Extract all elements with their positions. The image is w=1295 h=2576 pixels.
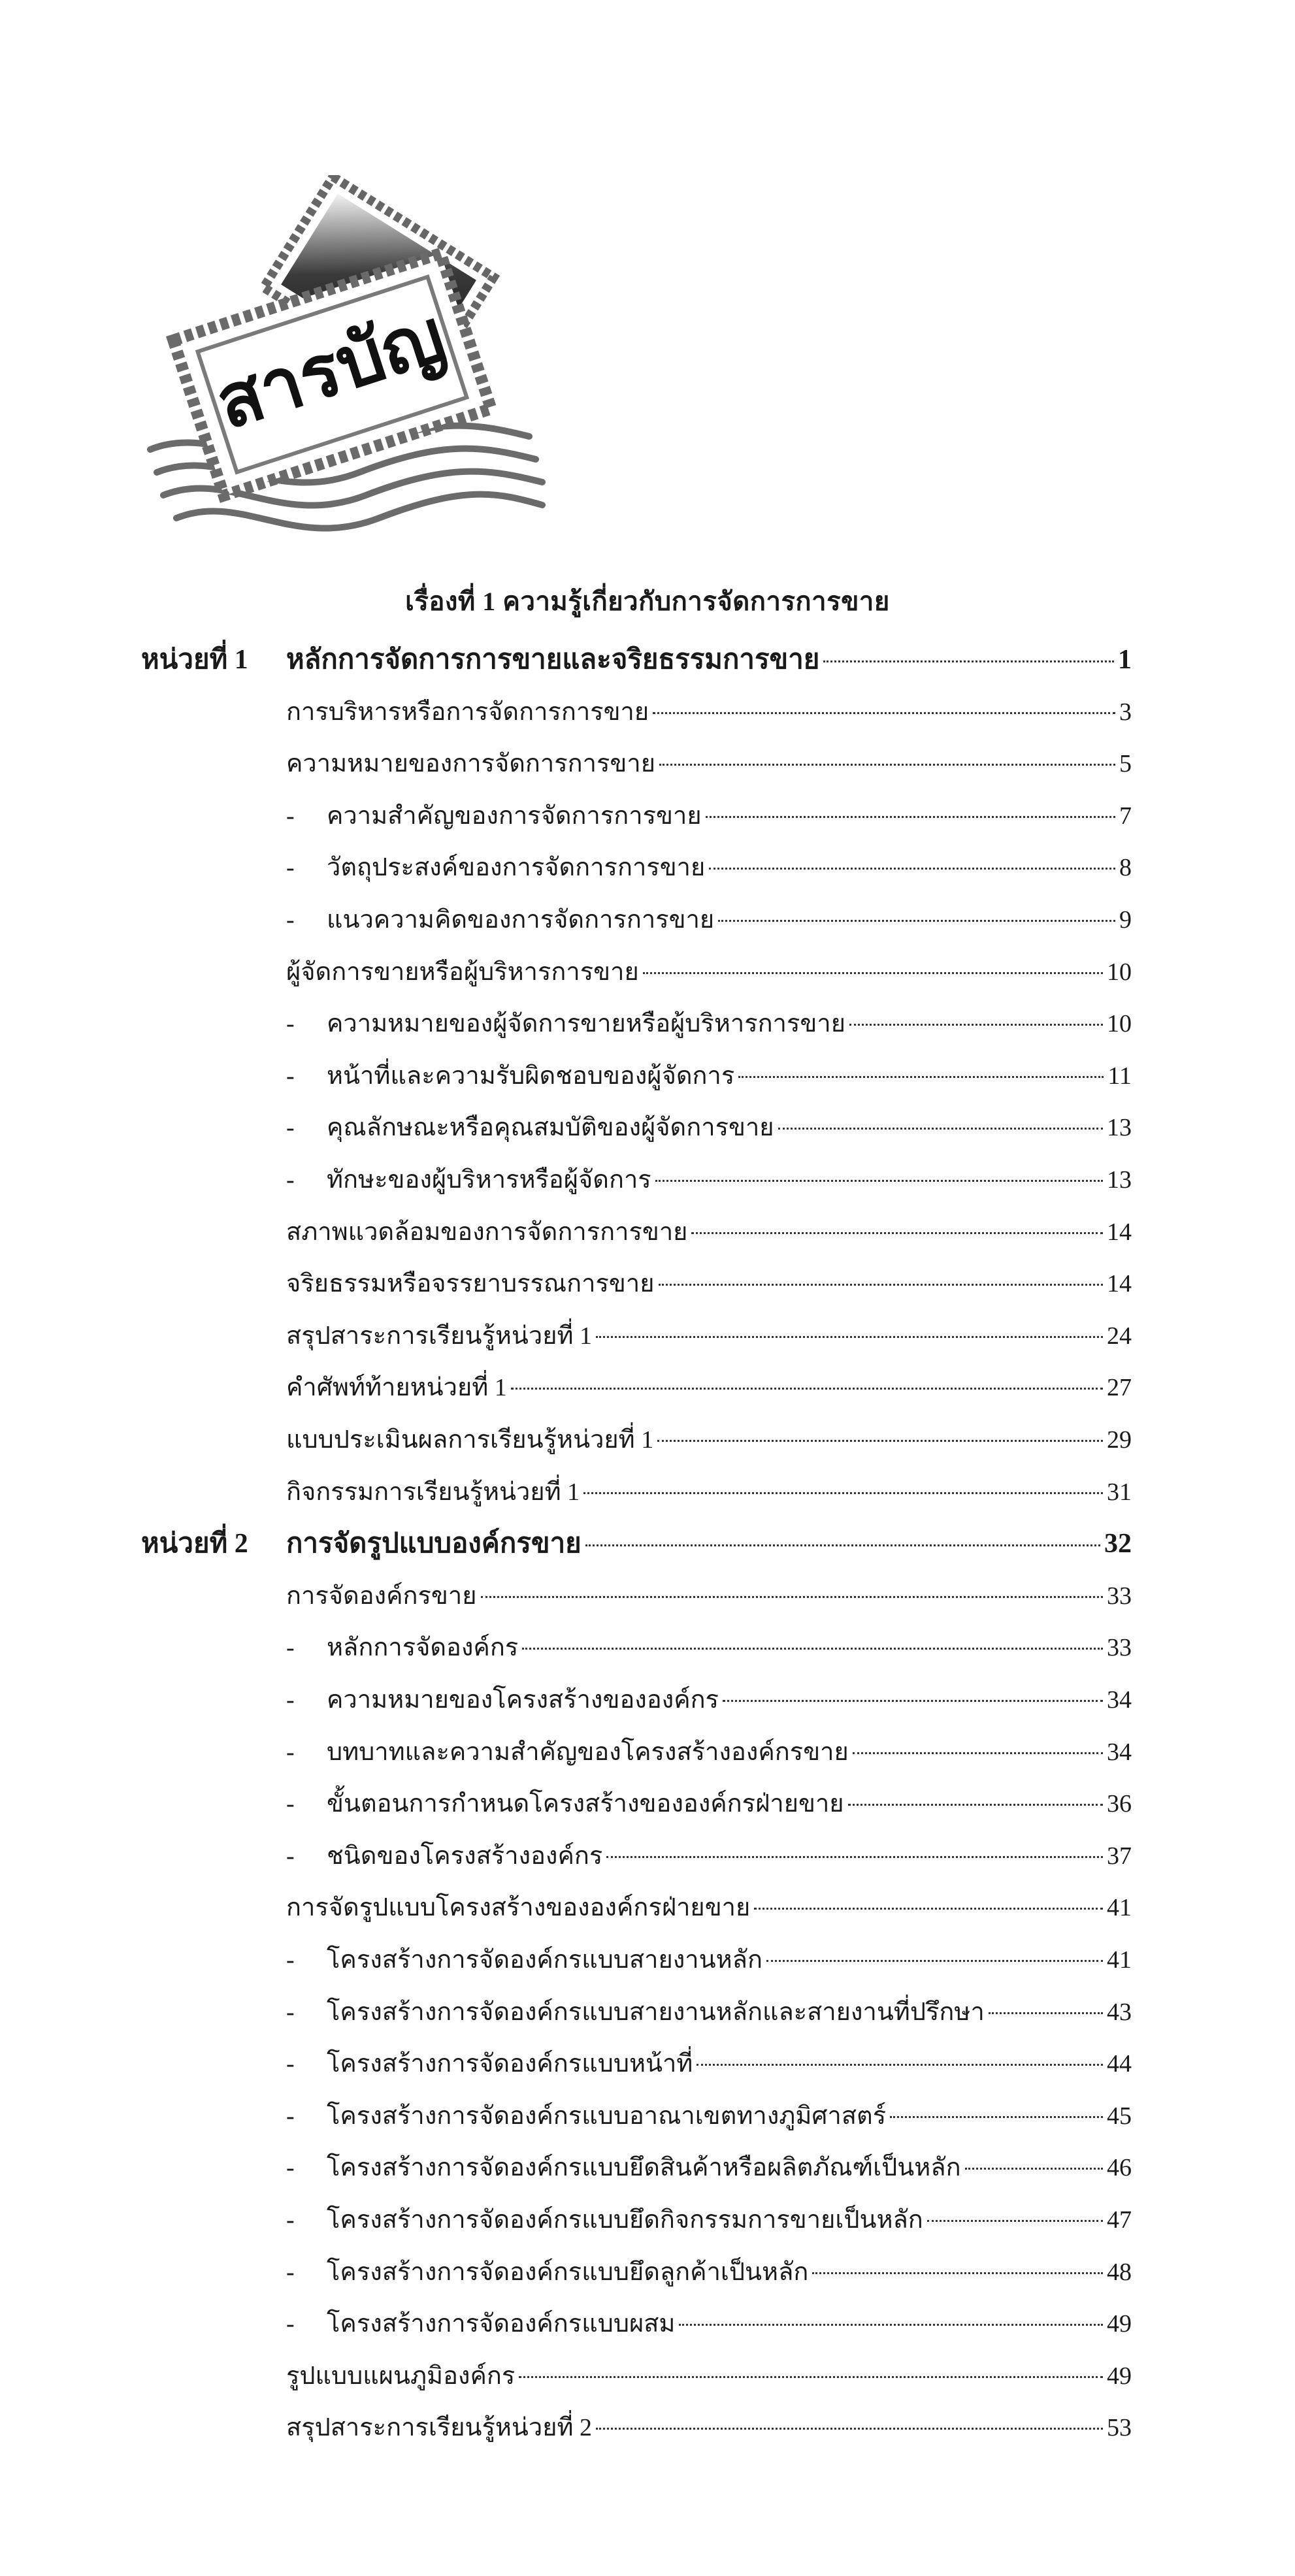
entry-title: โครงสร้างการจัดองค์กรแบบยึดลูกค้าเป็นหลัก [327, 2258, 809, 2286]
entry-title: ขั้นตอนการกำหนดโครงสร้างขององค์กรฝ่ายขาย [327, 1790, 844, 1818]
page-number: 33 [1107, 1634, 1132, 1661]
entry-title: การจัดองค์กรขาย [286, 1582, 477, 1610]
page-number: 37 [1107, 1842, 1132, 1870]
dot-leader [679, 2324, 1103, 2326]
page-number: 11 [1107, 1062, 1132, 1090]
page-number: 13 [1107, 1114, 1132, 1141]
dot-leader [738, 1076, 1104, 1078]
page-number: 34 [1107, 1686, 1132, 1714]
dot-leader [596, 1336, 1103, 1338]
entry-title: กิจกรรมการเรียนรู้หน่วยที่ 1 [286, 1478, 580, 1506]
entry-title: จริยธรรมหรือจรรยาบรรณการขาย [286, 1270, 655, 1297]
bullet-dash: - [286, 1998, 295, 2026]
unit-title: หลักการจัดการการขายและจริยธรรมการขาย [286, 645, 820, 675]
page-number: 32 [1104, 1529, 1132, 1559]
bullet-dash: - [286, 2050, 295, 2078]
entry-title: แบบประเมินผลการเรียนรู้หน่วยที่ 1 [286, 1426, 654, 1454]
bullet-dash: - [286, 2154, 295, 2181]
toc-header-title: สารบัญ [206, 292, 455, 446]
dot-leader [723, 1700, 1103, 1702]
dot-leader [659, 1284, 1103, 1286]
toc-subentry[interactable] [286, 2145, 1132, 2191]
page-number: 33 [1107, 1582, 1132, 1610]
toc-subentry[interactable] [286, 897, 1132, 943]
dot-leader [657, 1440, 1103, 1442]
page-number: 3 [1119, 698, 1132, 726]
page-number: 1 [1118, 645, 1132, 675]
dot-leader [596, 2428, 1103, 2430]
page-number: 27 [1107, 1374, 1132, 1401]
bullet-dash: - [286, 1738, 295, 1766]
dot-leader [709, 868, 1115, 870]
bullet-dash: - [286, 1946, 295, 1974]
entry-title: โครงสร้างการจัดองค์กรแบบอาณาเขตทางภูมิศาสตร์ [327, 2102, 887, 2130]
dot-leader [691, 1232, 1103, 1234]
page-number: 41 [1107, 1946, 1132, 1974]
page-number: 10 [1107, 1010, 1132, 1037]
dot-leader [853, 1752, 1103, 1754]
toc-subentry[interactable] [286, 1781, 1132, 1827]
toc-subentry[interactable] [286, 1105, 1132, 1150]
page-number: 43 [1107, 1998, 1132, 2026]
bullet-dash: - [286, 906, 295, 934]
entry-title: โครงสร้างการจัดองค์กรแบบยึดสินค้าหรือผลิตภัณฑ์เป็นหลัก [327, 2154, 961, 2181]
bullet-dash: - [286, 1114, 295, 1141]
toc-entry[interactable] [286, 1209, 1132, 1255]
dot-leader [583, 1492, 1103, 1494]
page-number: 53 [1107, 2414, 1132, 2441]
dot-leader [754, 1908, 1103, 1910]
dot-leader [653, 712, 1115, 714]
dot-leader [849, 1024, 1103, 1026]
toc-entry[interactable] [286, 1885, 1132, 1931]
entry-title: หลักการจัดองค์กร [327, 1634, 519, 1661]
bullet-dash: - [286, 1790, 295, 1818]
page-number: 44 [1107, 2050, 1132, 2078]
entry-title: บทบาทและความสำคัญของโครงสร้างองค์กรขาย [327, 1738, 849, 1766]
dot-leader [522, 1648, 1103, 1650]
dot-leader [659, 764, 1115, 766]
toc-entry[interactable] [286, 949, 1132, 995]
entry-title: สภาพแวดล้อมของการจัดการการขาย [286, 1218, 688, 1246]
page-number: 24 [1107, 1322, 1132, 1350]
toc-entry[interactable] [286, 1469, 1132, 1515]
entry-title: สรุปสาระการเรียนรู้หน่วยที่ 1 [286, 1322, 593, 1350]
dot-leader [927, 2220, 1103, 2222]
toc-entry[interactable] [286, 1417, 1132, 1463]
toc-subentry[interactable] [286, 1729, 1132, 1775]
dot-leader [890, 2116, 1103, 2118]
unit-label: หน่วยที่ 2 [141, 1529, 248, 1559]
toc-subentry[interactable] [286, 1677, 1132, 1723]
entry-title: โครงสร้างการจัดองค์กรแบบสายงานหลักและสายงานที่ปรึกษา [327, 1998, 985, 2026]
toc-entry[interactable] [286, 1261, 1132, 1307]
dot-leader [511, 1388, 1103, 1390]
bullet-dash: - [286, 1842, 295, 1870]
bullet-dash: - [286, 2206, 295, 2234]
dot-leader [766, 1960, 1103, 1962]
toc-entry[interactable] [286, 1573, 1132, 1619]
toc-subentry[interactable] [286, 2301, 1132, 2347]
bullet-dash: - [286, 2258, 295, 2286]
unit-title-row[interactable] [286, 1521, 1132, 1567]
entry-title: ชนิดของโครงสร้างองค์กร [327, 1842, 603, 1870]
entry-title: ผู้จัดการขายหรือผู้บริหารการขาย [286, 958, 639, 986]
page-number: 31 [1107, 1478, 1132, 1506]
toc-subentry[interactable] [286, 2197, 1132, 2243]
dot-leader [823, 660, 1114, 662]
dot-leader [706, 816, 1115, 818]
entry-title: โครงสร้างการจัดองค์กรแบบหน้าที่ [327, 2050, 693, 2078]
toc-subentry[interactable] [286, 1989, 1132, 2035]
stamp-front-icon [173, 253, 491, 496]
dot-leader [697, 2064, 1103, 2066]
dot-leader [778, 1128, 1103, 1130]
page-number: 13 [1107, 1166, 1132, 1194]
dot-leader [585, 1544, 1100, 1546]
bullet-dash: - [286, 1634, 295, 1661]
entry-title: คุณลักษณะหรือคุณสมบัติของผู้จัดการขาย [327, 1114, 774, 1141]
entry-title: โครงสร้างการจัดองค์กรแบบผสม [327, 2310, 676, 2338]
toc-subentry[interactable] [286, 1937, 1132, 1983]
page-number: 34 [1107, 1738, 1132, 1766]
dot-leader [848, 1804, 1103, 1806]
dot-leader [965, 2168, 1103, 2170]
page-number: 29 [1107, 1426, 1132, 1454]
entry-title: สรุปสาระการเรียนรู้หน่วยที่ 2 [286, 2414, 593, 2441]
dot-leader [519, 2376, 1103, 2378]
entry-title: ทักษะของผู้บริหารหรือผู้จัดการ [327, 1166, 651, 1194]
dot-leader [643, 972, 1103, 974]
toc-subentry[interactable] [286, 1001, 1132, 1047]
bullet-dash: - [286, 854, 295, 881]
entry-title: ความหมายของโครงสร้างขององค์กร [327, 1686, 719, 1714]
toc-subentry[interactable] [286, 1157, 1132, 1203]
entry-title: วัตถุประสงค์ของการจัดการการขาย [327, 854, 706, 881]
toc-subentry[interactable] [286, 1625, 1132, 1671]
entry-title: คำศัพท์ท้ายหน่วยที่ 1 [286, 1374, 507, 1401]
page-number: 9 [1119, 906, 1132, 934]
toc-subentry[interactable] [286, 2249, 1132, 2295]
page-number: 14 [1107, 1218, 1132, 1246]
entry-title: ความหมายของผู้จัดการขายหรือผู้บริหารการขาย [327, 1010, 845, 1037]
page-number: 48 [1107, 2258, 1132, 2286]
bullet-dash: - [286, 1010, 295, 1037]
page-number: 41 [1107, 1894, 1132, 1921]
entry-title: หน้าที่และความรับผิดชอบของผู้จัดการ [327, 1062, 735, 1090]
bullet-dash: - [286, 2102, 295, 2130]
page-number: 7 [1119, 802, 1132, 830]
dot-leader [812, 2272, 1103, 2274]
page-number: 14 [1107, 1270, 1132, 1297]
page-number: 49 [1107, 2362, 1132, 2390]
dot-leader [989, 2012, 1103, 2014]
dot-leader [718, 920, 1115, 922]
unit-title: การจัดรูปแบบองค์กรขาย [286, 1529, 582, 1559]
page-number: 10 [1107, 958, 1132, 986]
toc-entry[interactable] [286, 741, 1132, 787]
entry-title: การจัดรูปแบบโครงสร้างขององค์กรฝ่ายขาย [286, 1894, 751, 1921]
page-number: 8 [1119, 854, 1132, 881]
entry-title: แนวความคิดของการจัดการการขาย [327, 906, 715, 934]
toc-entry[interactable] [286, 2353, 1132, 2399]
bullet-dash: - [286, 802, 295, 830]
toc-entry[interactable] [286, 1313, 1132, 1359]
page-number: 5 [1119, 750, 1132, 777]
bullet-dash: - [286, 2310, 295, 2338]
page-number: 36 [1107, 1790, 1132, 1818]
unit-title-row[interactable] [286, 637, 1132, 683]
page-number: 47 [1107, 2206, 1132, 2234]
entry-title: โครงสร้างการจัดองค์กรแบบยึดกิจกรรมการขายเป็นหลัก [327, 2206, 923, 2234]
subject-title: เรื่องที่ 1 ความรู้เกี่ยวกับการจัดการการขาย [405, 587, 890, 616]
page-number: 49 [1107, 2310, 1132, 2338]
dot-leader [606, 1856, 1103, 1858]
bullet-dash: - [286, 1686, 295, 1714]
entry-title: การบริหารหรือการจัดการการขาย [286, 698, 649, 726]
toc-entry[interactable] [286, 1365, 1132, 1410]
toc-subentry[interactable] [286, 2041, 1132, 2087]
entry-title: โครงสร้างการจัดองค์กรแบบสายงานหลัก [327, 1946, 762, 1974]
page-number: 46 [1107, 2154, 1132, 2181]
toc-header-stamp-graphic [137, 175, 555, 567]
unit-label: หน่วยที่ 1 [141, 645, 248, 675]
entry-title: ความสำคัญของการจัดการการขาย [327, 802, 702, 830]
toc-subentry[interactable] [286, 1833, 1132, 1879]
entry-title: รูปแบบแผนภูมิองค์กร [286, 2362, 516, 2390]
bullet-dash: - [286, 1062, 295, 1090]
dot-leader [655, 1180, 1103, 1182]
entry-title: ความหมายของการจัดการการขาย [286, 750, 655, 777]
toc-subentry[interactable] [286, 845, 1132, 890]
toc-entry[interactable] [286, 689, 1132, 735]
dot-leader [481, 1596, 1104, 1598]
page-number: 45 [1107, 2102, 1132, 2130]
toc-subentry[interactable] [286, 1053, 1132, 1099]
bullet-dash: - [286, 1166, 295, 1194]
toc-subentry[interactable] [286, 793, 1132, 839]
toc-entry[interactable] [286, 2405, 1132, 2451]
toc-subentry[interactable] [286, 2093, 1132, 2139]
